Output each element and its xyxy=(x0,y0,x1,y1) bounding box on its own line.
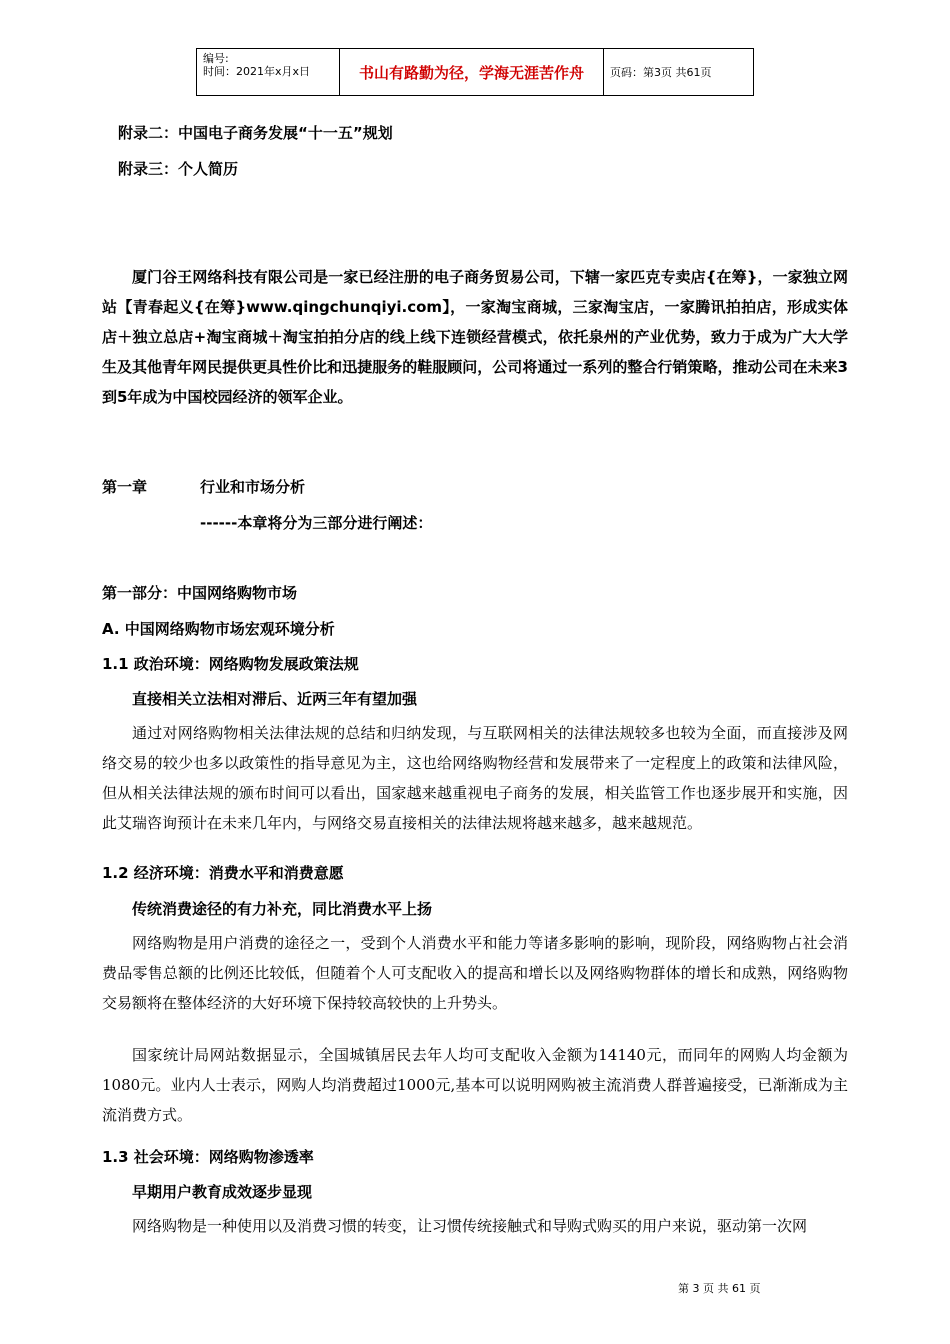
section-1-2-paragraph-1: 网络购物是用户消费的途径之一，受到个人消费水平和能力等诸多影响的影响，现阶段，网络购物占社会消费品零售总额的比例还比较低，但随着个人可支配收入的提高和增长以及网络购物群体的增长和成熟，网络购物交易额将在整体经济的大好环境下保持较高较快的上升势头。 xyxy=(102,934,848,1012)
section-1-3-paragraph: 网络购物是一种使用以及消费习惯的转变，让习惯传统接触式和导购式购买的用户来说，驱动第一次网 xyxy=(132,1217,808,1235)
section-1-3-subheading: 早期用户教育成效逐步显现 xyxy=(132,1183,313,1201)
header-motto: 书山有路勤为径，学海无涯苦作舟 xyxy=(340,49,604,95)
page-footer: 第 3 页 共 61 页 xyxy=(678,1282,761,1295)
intro-paragraph: 厦门谷王网络科技有限公司是一家已经注册的电子商务贸易公司，下辖一家匹克专卖店{在筹}，一家独立网站【青春起义{在筹}www.qingchunqiyi.com】，一家淘宝商城，三家淘宝店，一家腾讯拍拍店，形成实体店＋独立总店+淘宝商城＋淘宝拍拍分店的线上线下连锁经营模式，依托泉州的产业优势，致力于成为广大大学生及其他青年网民提供更具性价比和迅捷服务的鞋服顾问，公司将通过一系列的整合行销策略，推动公司在未来3到5年成为中国校园经济的领军企业。 xyxy=(102,268,848,406)
section-1-1-paragraph: 通过对网络购物相关法律法规的总结和归纳发现，与互联网相关的法律法规较多也较为全面，而直接涉及网络交易的较少也多以政策性的指导意见为主，这也给网络购物经营和发展带来了一定程度上的政策和法律风险，但从相关法律法规的颁布时间可以看出，国家越来越重视电子商务的发展，相关监管工作也逐步展开和实施，因此艾瑞咨询预计在未来几年内，与网络交易直接相关的法律法规将越来越多，越来越规范。 xyxy=(102,724,848,832)
time-label: 时间：2021年x月x日 xyxy=(203,65,311,78)
section-1-1-subheading: 直接相关立法相对滞后、近两三年有望加强 xyxy=(132,690,418,708)
number-label: 编号: xyxy=(203,52,229,65)
page-header xyxy=(196,48,754,96)
section-a-heading: A. 中国网络购物市场宏观环境分析 xyxy=(102,620,335,638)
header-meta xyxy=(197,49,340,95)
part-heading: 第一部分：中国网络购物市场 xyxy=(102,584,298,602)
chapter-subtitle: ------本章将分为三部分进行阐述： xyxy=(200,514,433,532)
section-1-2-paragraph-2: 国家统计局网站数据显示，全国城镇居民去年人均可支配收入金额为14140元，而同年的网购人均金额为1080元。业内人士表示，网购人均消费超过1000元,基本可以说明网购被主流消费人群普遍接受，已渐渐成为主流消费方式。 xyxy=(102,1046,848,1124)
section-1-2-heading: 1.2 经济环境：消费水平和消费意愿 xyxy=(102,864,344,882)
section-1-2-subheading: 传统消费途径的有力补充，同比消费水平上扬 xyxy=(132,900,433,918)
header-page-info: 页码：第3页 共61页 xyxy=(610,66,712,79)
section-1-3-heading: 1.3 社会环境：网络购物渗透率 xyxy=(102,1148,314,1166)
section-1-1-heading: 1.1 政治环境：网络购物发展政策法规 xyxy=(102,655,359,673)
chapter-title: 行业和市场分析 xyxy=(200,478,306,496)
chapter-label: 第一章 xyxy=(102,478,148,496)
appendix-3: 附录三：个人简历 xyxy=(118,160,239,178)
appendix-2: 附录二：中国电子商务发展“十一五”规划 xyxy=(118,124,393,142)
